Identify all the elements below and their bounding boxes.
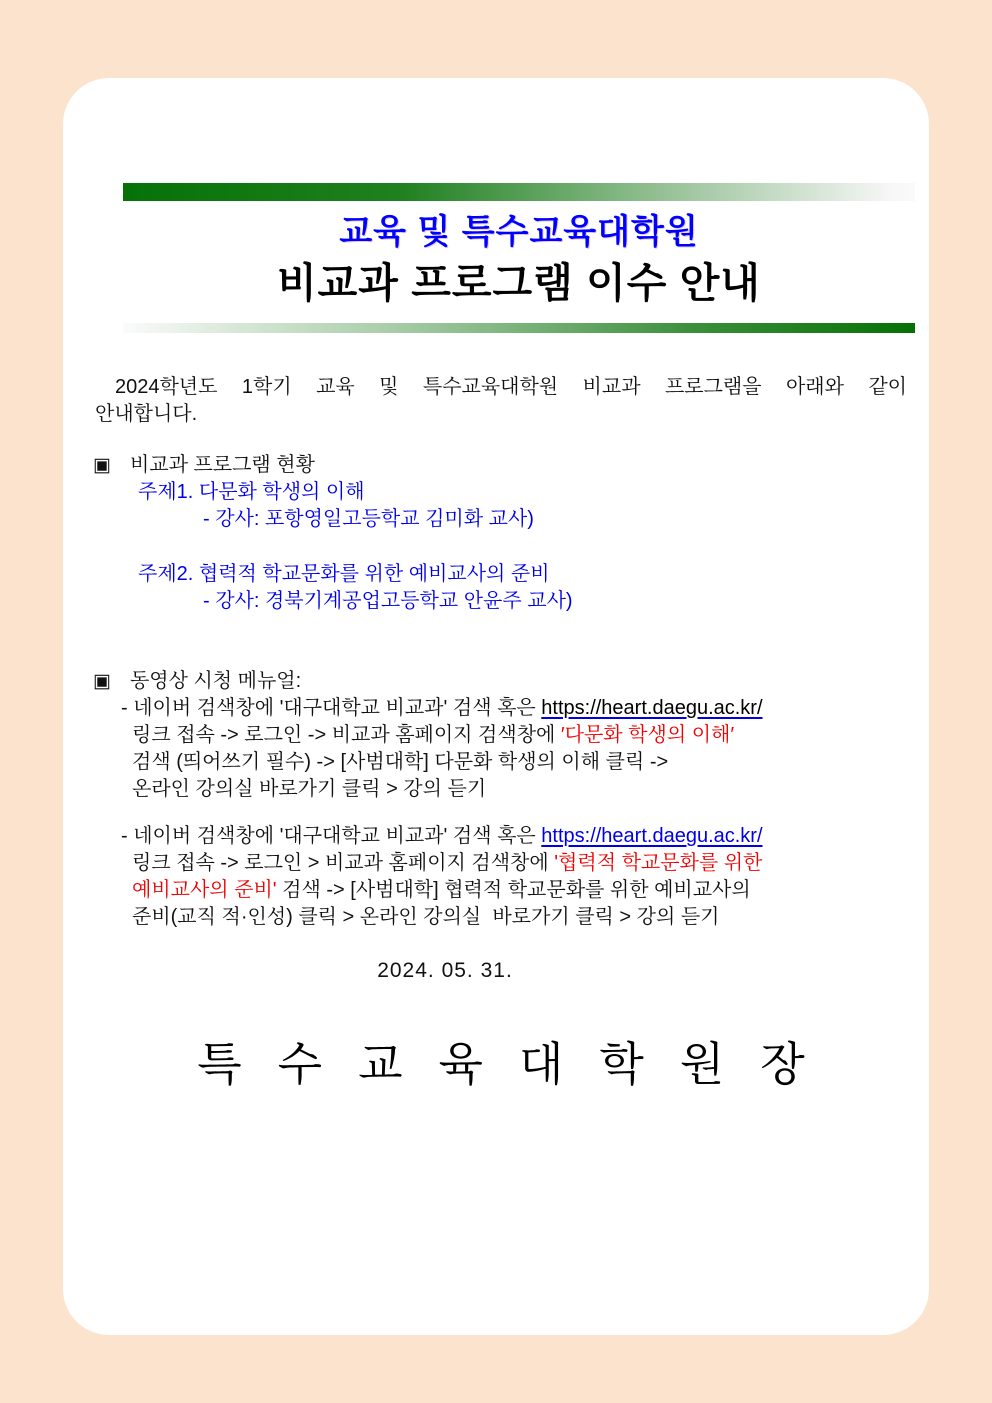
document-card (63, 78, 929, 1335)
manual-section-heading (95, 668, 907, 695)
step1-keyword-highlight: ′다문화 학생의 이해′ (560, 724, 735, 746)
step2-keyword-highlight-b: 예비교사의 준비' (132, 879, 277, 901)
step1-line2-text: 링크 접속 -> 로그인 -> 비교과 홈페이지 검색창에 (132, 724, 561, 746)
step1-line-4: 온라인 강의실 바로가기 클릭 > 강의 듣기 (132, 778, 487, 800)
program-section-heading-label: 비교과 프로그램 현황 (129, 454, 315, 476)
notice-title-line2: 비교과 프로그램 이수 안내 (277, 260, 761, 306)
step2-line-3 (95, 877, 907, 904)
step2-line1-text: - 네이버 검색창에 '대구대학교 비교과' 검색 혹은 (121, 825, 542, 847)
program-section (95, 452, 907, 615)
step2-line-4: 준비(교직 적·인성) 클릭 > 온라인 강의실 바로가기 클릭 > 강의 듣기 (132, 906, 720, 928)
manual-section (95, 668, 907, 931)
notice-title-line1: 교육 및 특수교육대학원 (339, 213, 699, 251)
step2-line-2 (95, 850, 907, 877)
topic2-instructor: - 강사: 경북기계공업고등학교 안윤주 교사) (203, 590, 573, 612)
step2-line2-text: 링크 접속 -> 로그인 > 비교과 홈페이지 검색창에 (132, 852, 555, 874)
step2-line3-text: 검색 -> [사범대학] 협력적 학교문화를 위한 예비교사의 (276, 879, 751, 901)
notice-date: 2024. 05. 31. (377, 959, 513, 982)
heart-daegu-link-2[interactable]: https://heart.daegu.ac.kr/ (541, 825, 763, 847)
topic2-title: 주제2. 협력적 학교문화를 위한 예비교사의 준비 (138, 563, 550, 585)
manual-step-2 (95, 823, 907, 931)
square-bullet-icon: ▣ (93, 455, 111, 476)
topic1-instructor: - 강사: 포항영일고등학교 김미화 교사) (203, 508, 534, 530)
header-accent-bar-top (123, 183, 915, 201)
intro-paragraph (95, 374, 907, 428)
step1-line-3: 검색 (띄어쓰기 필수) -> [사범대학] 다문화 학생의 이해 클릭 -> (132, 751, 669, 773)
notice-body (95, 374, 907, 1095)
header-accent-bar-bottom (123, 323, 915, 333)
intro-line-2: 안내합니다. (95, 403, 198, 425)
topic1-title: 주제1. 다문화 학생의 이해 (138, 481, 365, 503)
heart-daegu-link-1[interactable]: https://heart.daegu.ac.kr/ (541, 697, 763, 719)
step1-line-2 (95, 722, 907, 749)
step2-keyword-highlight-a: '협력적 학교문화를 위한 (554, 852, 763, 874)
step1-line1-text: - 네이버 검색창에 '대구대학교 비교과' 검색 혹은 (121, 697, 542, 719)
step1-line-1 (95, 695, 907, 722)
intro-line-1: 2024학년도 1학기 교육 및 특수교육대학원 비교과 프로그램을 아래와 같이 (115, 376, 907, 398)
manual-step-1 (95, 695, 907, 803)
step2-line-1 (95, 823, 907, 850)
signature-dean: 특수교육대학원장 (197, 1038, 841, 1090)
notice-header (123, 183, 915, 333)
square-bullet-icon: ▣ (93, 671, 111, 692)
manual-section-heading-label: 동영상 시청 메뉴얼: (129, 670, 302, 692)
program-section-heading (95, 452, 907, 479)
